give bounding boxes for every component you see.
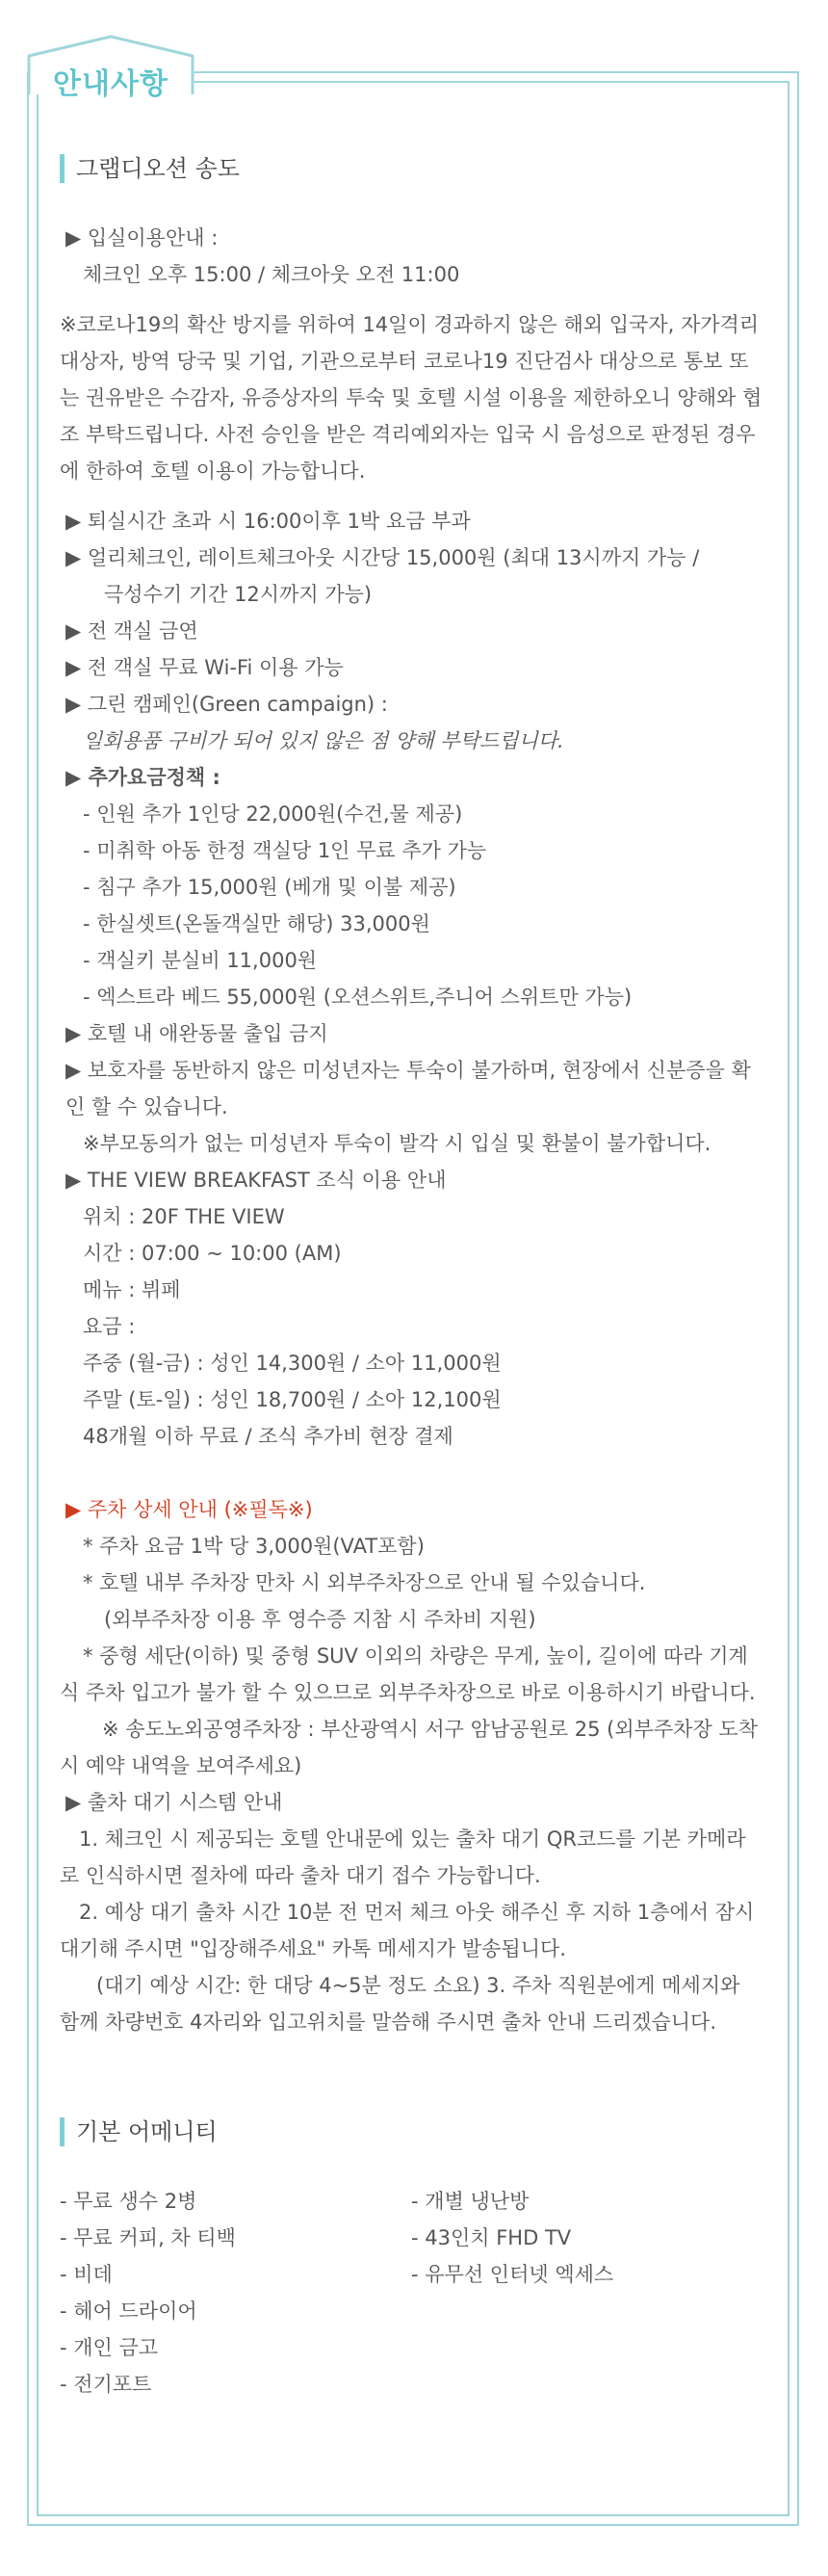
- exit-heading: ▶ 출차 대기 시스템 안내: [65, 1791, 283, 1814]
- parking-heading: ▶ 주차 상세 안내 (※필독※): [65, 1498, 313, 1521]
- parking-size: * 중형 세단(이하) 및 중형 SUV 이외의 차량은 무게, 높이, 길이에 따라 기계식 주차 입고가 불가 할 수 있으므로 외부주차장으로 바로 이용하시기 바랍니다.: [60, 1644, 756, 1704]
- exit-step-2: 2. 예상 대기 출차 시간 10분 전 먼저 체크 아웃 해주신 후 지하 1층에서 잠시 대기해 주시면 "입장해주세요" 카톡 메세지가 발송됩니다.: [60, 1901, 755, 1960]
- amenity-item: - 43인치 FHD TV: [411, 2226, 572, 2249]
- amenities-right: [411, 2183, 763, 2403]
- amenities-left: [60, 2183, 411, 2403]
- amenity-item: - 개별 냉난방: [411, 2190, 530, 2213]
- exit-step-3: (대기 예상 시간: 한 대당 4~5분 정도 소요) 3. 주차 직원분에게 메세지와 함께 차량번호 4자리와 입고위치를 말씀해 주시면 출차 안내 드리겠습니다.: [60, 1974, 740, 2034]
- rule-minors-note: ※부모동의가 없는 미성년자 투숙이 발각 시 입실 및 환불이 불가합니다.: [83, 1132, 712, 1155]
- rule-green-campaign: ▶ 그린 캠페인(Green campaign) :: [65, 693, 388, 716]
- breakfast-item: 주중 (월-금) : 성인 14,300원 / 소아 11,000원: [83, 1352, 502, 1375]
- amenity-item: - 무료 생수 2병: [60, 2190, 197, 2213]
- amenities-list: [60, 2183, 763, 2403]
- rule-pets: ▶ 호텔 내 애완동물 출입 금지: [65, 1022, 328, 1045]
- extra-fee-item: - 침구 추가 15,000원 (베개 및 이불 제공): [83, 876, 456, 899]
- extra-fee-heading: ▶ 추가요금정책 :: [65, 766, 220, 789]
- checkin-times: 체크인 오후 15:00 / 체크아웃 오전 11:00: [83, 263, 460, 286]
- rule-early-late: ▶ 얼리체크인, 레이트체크아웃 시간당 15,000원 (최대 13시까지 가능 /: [65, 546, 700, 569]
- parking-full: * 호텔 내부 주차장 만차 시 외부주차장으로 안내 될 수있습니다.: [83, 1571, 646, 1594]
- extra-fee-item: - 미취학 아동 한정 객실당 1인 무료 추가 가능: [83, 839, 487, 862]
- checkin-heading: ▶ 입실이용안내 :: [65, 226, 219, 250]
- rule-early-late-cont: 극성수기 기간 12시까지 가능): [104, 583, 373, 606]
- parking-full-note: (외부주차장 이용 후 영수증 지참 시 주차비 지원): [104, 1608, 536, 1631]
- exit-step-1: 1. 체크인 시 제공되는 호텔 안내문에 있는 출차 대기 QR코드를 기본 카메라로 인식하시면 절차에 따라 출차 대기 접수 가능합니다.: [60, 1827, 746, 1887]
- breakfast-item: 주말 (토-일) : 성인 18,700원 / 소아 12,100원: [83, 1388, 502, 1411]
- section-title-hotel: 그랩디오션 송도: [60, 154, 763, 183]
- amenity-item: - 헤어 드라이어: [60, 2300, 197, 2323]
- breakfast-heading: ▶ THE VIEW BREAKFAST 조식 이용 안내: [65, 1169, 447, 1192]
- breakfast-item: 요금 :: [83, 1315, 136, 1338]
- main-content: [60, 154, 763, 2403]
- breakfast-item: 위치 : 20F THE VIEW: [83, 1205, 285, 1228]
- rule-green-note: 일회용품 구비가 되어 있지 않은 점 양해 부탁드립니다.: [83, 729, 564, 752]
- rule-checkout: ▶ 퇴실시간 초과 시 16:00이후 1박 요금 부과: [65, 510, 471, 533]
- page-title: 안내사항: [53, 67, 168, 101]
- breakfast-item: 메뉴 : 뷔페: [83, 1278, 181, 1301]
- parking-external: ※ 송도노외공영주차장 : 부산광역시 서구 암남공원로 25 (외부주차장 도착 시 예약 내역을 보여주세요): [60, 1718, 758, 1777]
- amenity-item: - 전기포트: [60, 2373, 152, 2396]
- section-title-amenities: 기본 어메니티: [60, 2117, 763, 2146]
- amenity-item: - 유무선 인터넷 엑세스: [411, 2263, 614, 2286]
- header-tab: [27, 35, 194, 101]
- breakfast-item: 48개월 이하 무료 / 조식 추가비 현장 결제: [83, 1425, 453, 1448]
- amenity-item: - 무료 커피, 차 티백: [60, 2226, 236, 2249]
- covid-notice: ※코로나19의 확산 방지를 위하여 14일이 경과하지 않은 해외 입국자, 자가격리 대상자, 방역 당국 및 기업, 기관으로부터 코로나19 진단검사 대상으로 통보 또는 권유받은 수감자, 유증상자의 투숙 및 호텔 시설 이용을 제한하오니 양해와 협조 부탁드립니다. 사전 승인을 받은 격리예외자는 입국 시 음성으로 판정된 경우에 한하여 호텔 이용이 가능합니다.: [60, 313, 763, 483]
- rule-minors: ▶ 보호자를 동반하지 않은 미성년자는 투숙이 불가하며, 현장에서 신분증을 확인 할 수 있습니다.: [65, 1059, 751, 1118]
- extra-fee-item: - 인원 추가 1인당 22,000원(수건,물 제공): [83, 802, 463, 826]
- parking-fee: * 주차 요금 1박 당 3,000원(VAT포함): [83, 1535, 425, 1558]
- amenity-item: - 비데: [60, 2263, 113, 2286]
- breakfast-item: 시간 : 07:00 ~ 10:00 (AM): [83, 1242, 342, 1265]
- extra-fee-item: - 객실키 분실비 11,000원: [83, 949, 318, 972]
- extra-fee-item: - 엑스트라 베드 55,000원 (오션스위트,주니어 스위트만 가능): [83, 986, 633, 1009]
- extra-fee-item: - 한실셋트(온돌객실만 해당) 33,000원: [83, 912, 430, 935]
- rule-wifi: ▶ 전 객실 무료 Wi-Fi 이용 가능: [65, 656, 344, 679]
- rule-no-smoking: ▶ 전 객실 금연: [65, 619, 198, 643]
- amenity-item: - 개인 금고: [60, 2336, 159, 2359]
